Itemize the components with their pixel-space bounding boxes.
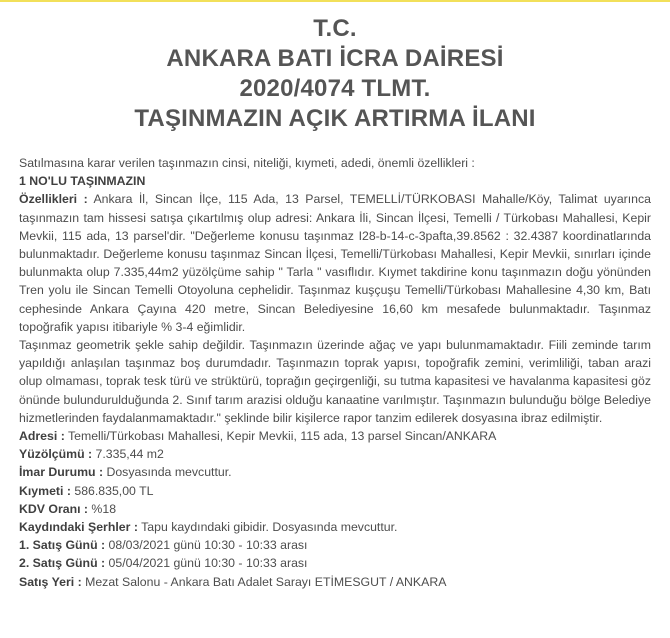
properties-paragraph	[19, 190, 651, 336]
notice-header	[0, 14, 670, 134]
notice-body	[19, 154, 651, 591]
field-label: Adresi :	[19, 429, 65, 444]
field-label: Kaydındaki Şerhler :	[19, 520, 138, 535]
header-line-file-number: 2020/4074 TLMT.	[239, 75, 431, 102]
field-zoning	[19, 463, 651, 481]
field-second-sale-date	[19, 554, 651, 572]
field-value: %18	[88, 501, 117, 516]
field-label: KDV Oranı :	[19, 501, 89, 516]
property-title: 1 NO'LU TAŞINMAZIN	[19, 174, 146, 189]
field-sale-location	[19, 573, 651, 591]
intro-text: Satılmasına karar verilen taşınmazın cinsi, niteliği, kıymeti, adedi, önemli özellikleri :	[19, 156, 475, 170]
field-label: Yüzölçümü :	[19, 447, 93, 462]
field-label: İmar Durumu :	[19, 465, 104, 480]
field-vat-rate	[19, 500, 651, 518]
field-value: Mezat Salonu - Ankara Batı Adalet Sarayı ETİMESGUT / ANKARA	[81, 574, 447, 589]
header-line-notice-title: TAŞINMAZIN AÇIK ARTIRMA İLANI	[134, 105, 536, 132]
properties-label: Özellikleri :	[19, 192, 88, 207]
field-value: Dosyasında mevcuttur.	[103, 465, 232, 480]
properties-text: Ankara İl, Sincan İlçe, 115 Ada, 13 Parsel, TEMELLİ/TÜRKOBASI Mahalle/Köy, Talimat uyarınca taşınmazın tam hissesi satışa çıkartılmış olup adresi: Ankara İli, Sincan İlçesi, Temelli / Türkobası Mahallesi, Kepir Mevkii, 115 ada, 13 parsel'dir. "Değerleme konusu taşınmaz I28-b-14-c-3pafta,39.8562 : 32.4387 koordinatlarında bulunmaktadır. Değerleme konusu taşınmaz Sincan İlçesi, Temelli/Türkobası Mahallesi, Kepir Mevkii, sınırları içinde bulunmakta olup 7.335,44m2 yüzölçüme sahip " Tarla " vasıflıdır. Kıymet takdirine konu taşınmazın doğu yönünden Tren yolu ile Sincan Temelli Otoyoluna cephelidir. Taşınmaz kuşçuşu Temelli/Türkobası Mahallesine 4,30 km, Batı cephesinde Ankara Çayına 420 metre, Sincan Belediyesine 16,60 km mesafede bulunmaktadır. Taşınmaz topoğrafik yapısı itibariyle % 3-4 eğimlidir.	[19, 192, 651, 334]
field-label: Satış Yeri :	[19, 574, 82, 589]
field-area	[19, 445, 651, 463]
field-label: 1. Satış Günü :	[19, 538, 106, 553]
field-address	[19, 427, 651, 445]
field-value: Tapu kaydındaki gibidir. Dosyasında mevcuttur.	[137, 520, 398, 535]
field-value: 05/04/2021 günü 10:30 - 10:33 arası	[105, 556, 308, 571]
field-first-sale-date	[19, 536, 651, 554]
top-accent-rule	[0, 0, 670, 2]
field-value: Temelli/Türkobası Mahallesi, Kepir Mevkii, 115 ada, 13 parsel Sincan/ANKARA	[64, 429, 497, 444]
field-value: 7.335,44 m2	[92, 447, 164, 462]
properties-paragraph-2: Taşınmaz geometrik şekle sahip değildir. Taşınmazın üzerinde ağaç ve yapı bulunmamaktadır. Fiili zeminde tarım yapıldığı anlaşılan taşınmaz boş durumdadır. Taşınmazın toprak yapısı, topoğrafik zemini, verimliliği, taban arazi olup olmaması, toprak tesk türü ve strüktürü, toprağın geçirgenliği, su tutma kapasitesi ve havalanma kapasitesi göz önünde bulundurulduğunda 2. Sınıf tarım arazisi olduğu kanaatine varılmıştır. Taşınmazın bulunduğu bölge Belediye hizmetlerinden faydalanmamaktadır." şeklinde bilir kişilerce rapor tanzim edilerek dosyasına ibraz edilmiştir.	[19, 338, 651, 425]
field-value-estimate	[19, 482, 651, 500]
field-label: 2. Satış Günü :	[19, 556, 106, 571]
field-label: Kıymeti :	[19, 483, 71, 498]
field-value: 586.835,00 TL	[70, 483, 154, 498]
header-line-office: ANKARA BATI İCRA DAİRESİ	[166, 45, 504, 72]
field-annotations	[19, 518, 651, 536]
field-value: 08/03/2021 günü 10:30 - 10:33 arası	[105, 538, 308, 553]
header-line-tc: T.C.	[313, 15, 357, 42]
